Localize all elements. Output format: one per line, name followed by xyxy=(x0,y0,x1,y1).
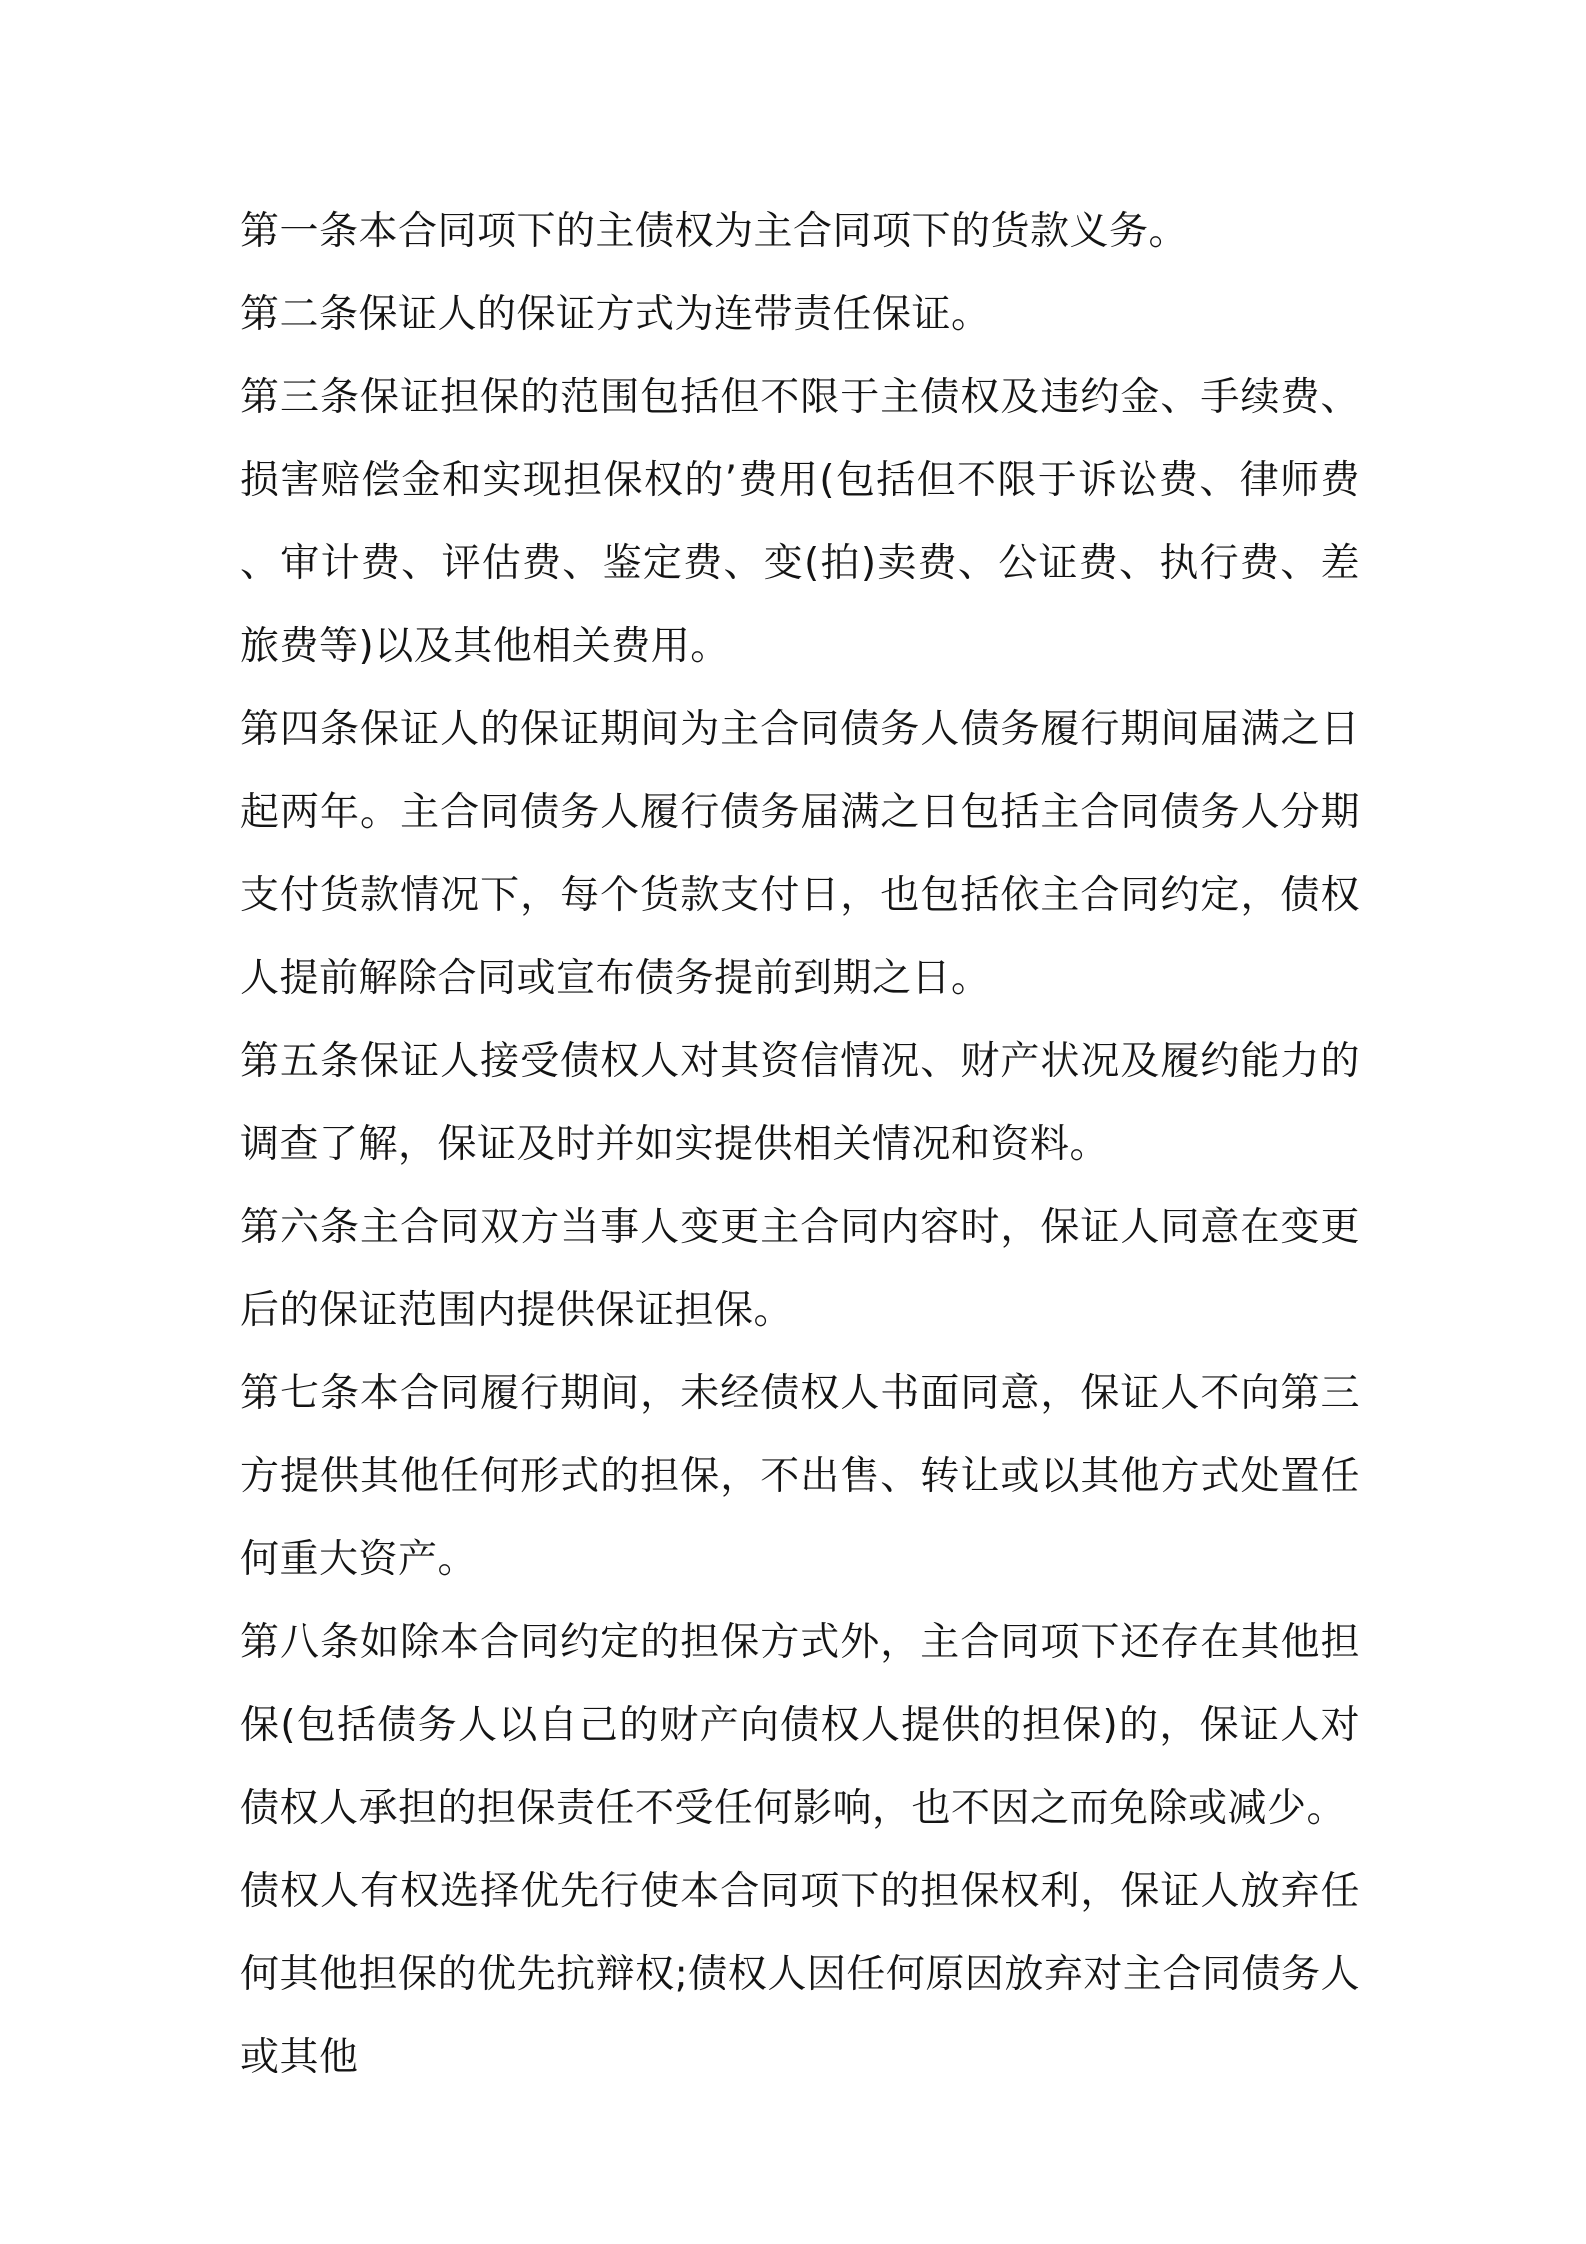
article-7-paragraph: 第七条本合同履行期间，未经债权人书面同意，保证人不向第三方提供其他任何形式的担保，不出售、转让或以其他方式处置任何重大资产。 xyxy=(240,1371,1360,1582)
article-1-paragraph: 第一条本合同项下的主债权为主合同项下的货款义务。 xyxy=(240,209,1189,254)
article-8-paragraph: 第八条如除本合同约定的担保方式外，主合同项下还存在其他担保(包括债务人以自己的财产向债权人提供的担保)的，保证人对债权人承担的担保责任不受任何影响，也不因之而免除或减少。 xyxy=(240,1620,1360,1831)
document-body xyxy=(240,190,1360,2099)
creditor-rights-paragraph: 债权人有权选择优先行使本合同项下的担保权利，保证人放弃任何其他担保的优先抗辩权;债权人因任何原因放弃对主合同债务人或其他 xyxy=(240,1869,1360,2080)
article-2-paragraph: 第二条保证人的保证方式为连带责任保证。 xyxy=(240,292,991,337)
article-5-paragraph: 第五条保证人接受债权人对其资信情况、财产状况及履约能力的调查了解，保证及时并如实提供相关情况和资料。 xyxy=(240,1039,1360,1167)
article-6-paragraph: 第六条主合同双方当事人变更主合同内容时，保证人同意在变更后的保证范围内提供保证担保。 xyxy=(240,1205,1360,1333)
article-3-paragraph: 第三条保证担保的范围包括但不限于主债权及违约金、手续费、损害赔偿金和实现担保权的’费用(包括但不限于诉讼费、律师费、审计费、评估费、鉴定费、变(拍)卖费、公证费、执行费、差旅费等)以及其他相关费用。 xyxy=(240,375,1360,669)
article-4-paragraph: 第四条保证人的保证期间为主合同债务人债务履行期间届满之日起两年。主合同债务人履行债务届满之日包括主合同债务人分期支付货款情况下，每个货款支付日，也包括依主合同约定，债权人提前解除合同或宣布债务提前到期之日。 xyxy=(240,707,1360,1001)
